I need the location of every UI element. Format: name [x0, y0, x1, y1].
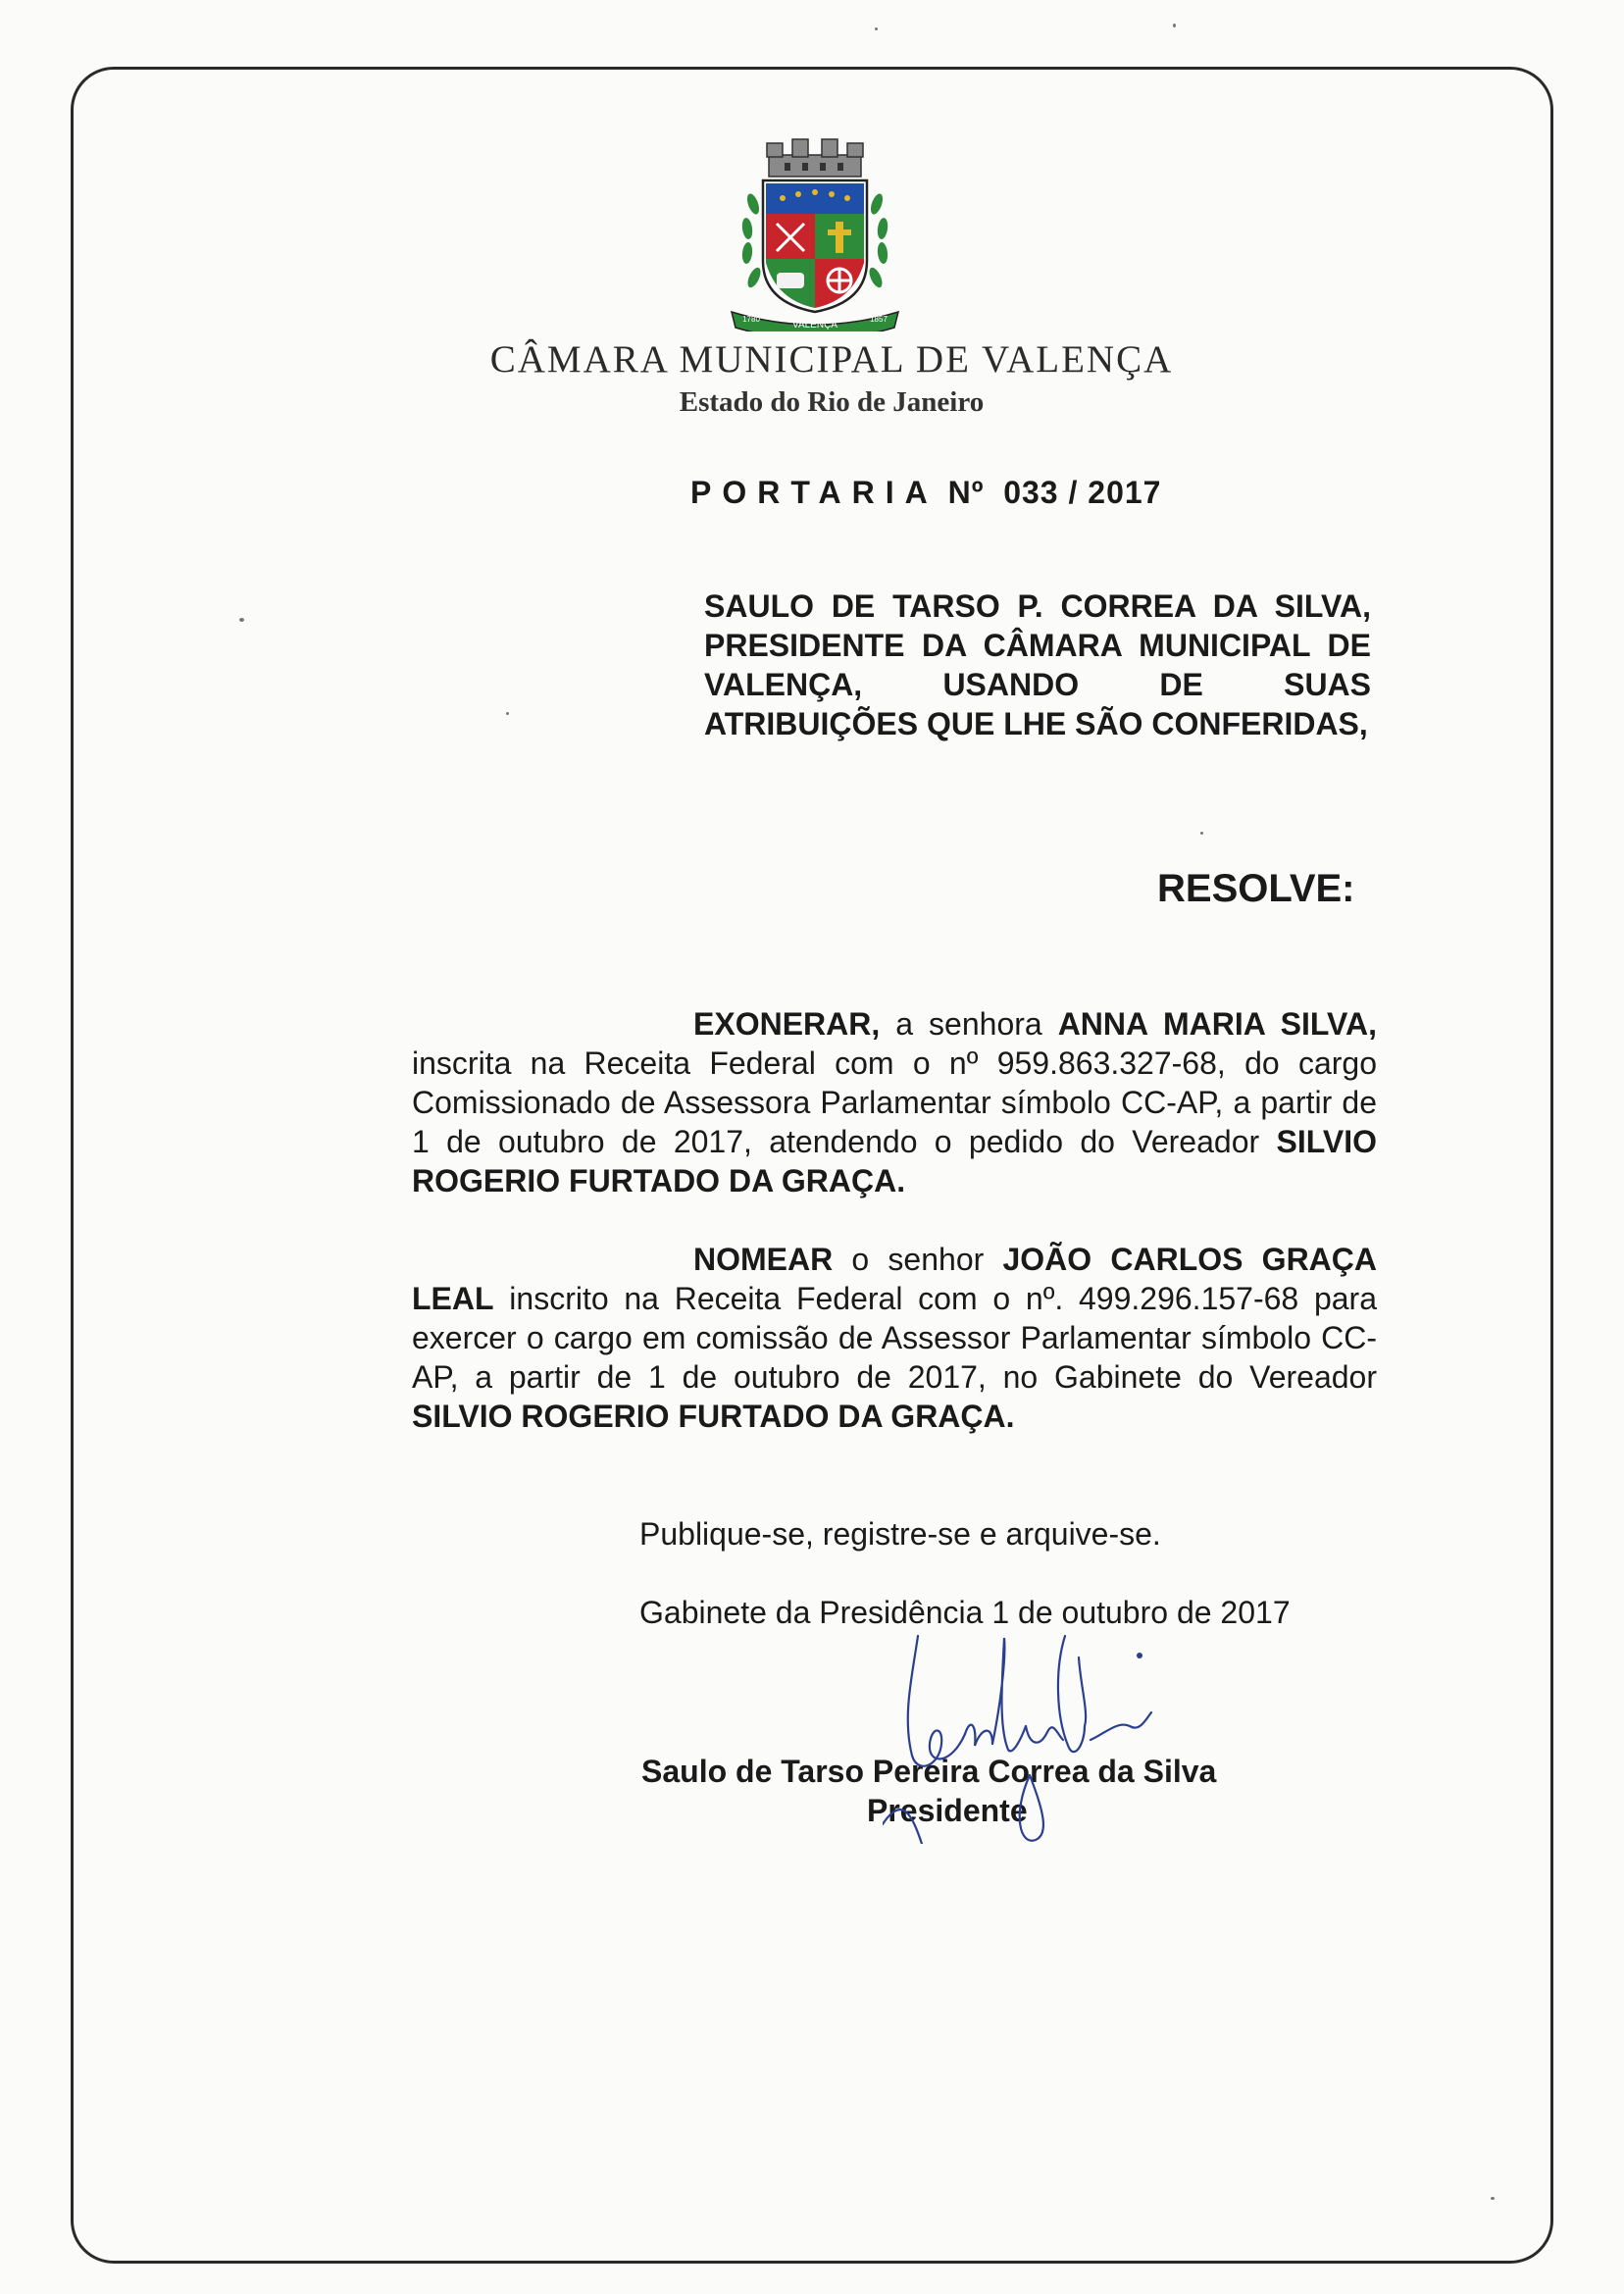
portaria-title — [690, 475, 1161, 511]
portaria-number: 033 / 2017 — [1003, 475, 1162, 510]
signer-role: Presidente — [867, 1793, 1028, 1828]
crest-label: VALENÇA — [792, 320, 837, 331]
preamble: SAULO DE TARSO P. CORREA DA SILVA, PRESIDENTE DA CÂMARA MUNICIPAL DE VALENÇA, USANDO DE SUAS ATRIBUIÇÕES QUE LHE SÃO CONFERIDAS, — [704, 588, 1371, 741]
resolve-heading: RESOLVE: — [1157, 867, 1355, 910]
paragraph1-text-1: a senhora — [880, 1006, 1058, 1042]
coat-of-arms-icon — [728, 135, 902, 331]
paragraph1-name: ANNA MARIA SILVA, — [1057, 1006, 1377, 1042]
portaria-prefix: PORTARIA — [690, 475, 939, 510]
handwritten-signature — [883, 1618, 1275, 1844]
paragraph-nomear — [412, 1240, 1377, 1436]
crest-year-left: 1780 — [742, 315, 760, 324]
institution-name: CÂMARA MUNICIPAL DE VALENÇA — [489, 338, 1174, 381]
closing-line: Publique-se, registre-se e arquive-se. — [639, 1516, 1161, 1552]
paragraph1-vereador: SILVIO ROGERIO FURTADO DA GRAÇA. — [412, 1124, 1377, 1198]
paragraph2-vereador: SILVIO ROGERIO FURTADO DA GRAÇA. — [412, 1399, 1015, 1434]
paragraph2-name: JOÃO CARLOS GRAÇA LEAL — [412, 1242, 1377, 1316]
signer-name: Saulo de Tarso Pereira Correa da Silva — [641, 1754, 1217, 1789]
scan-speck — [506, 712, 509, 715]
scan-speck — [1173, 24, 1176, 27]
paragraph1-text-2: inscrita na Receita Federal com o nº 959.863.327-68, do cargo Comissionado de Assessora Parlamentar símbolo CC-AP, a partir de 1 de outubro de 2017, atendendo o pedido do Vereador — [412, 1045, 1377, 1159]
paragraph2-action: NOMEAR — [693, 1242, 834, 1277]
scan-speck — [875, 27, 878, 30]
portaria-number-sign: Nº — [947, 475, 985, 510]
scan-speck — [239, 618, 244, 622]
scan-speck — [1491, 2197, 1495, 2200]
paragraph2-text-1: o senhor — [833, 1242, 1003, 1277]
crest-year-right: 1857 — [870, 315, 888, 324]
paragraph-exonerar — [412, 1004, 1377, 1200]
scan-speck — [1200, 832, 1203, 835]
date-line: Gabinete da Presidência 1 de outubro de 2017 — [639, 1595, 1291, 1630]
paragraph2-text-2: inscrito na Receita Federal com o nº. 499.296.157-68 para exercer o cargo em comissão de Assessor Parlamentar símbolo CC-AP, a partir de 1 de outubro de 2017, no Gabinete do Vereador — [412, 1281, 1377, 1395]
paragraph1-action: EXONERAR, — [693, 1006, 881, 1042]
institution-state: Estado do Rio de Janeiro — [679, 386, 985, 418]
